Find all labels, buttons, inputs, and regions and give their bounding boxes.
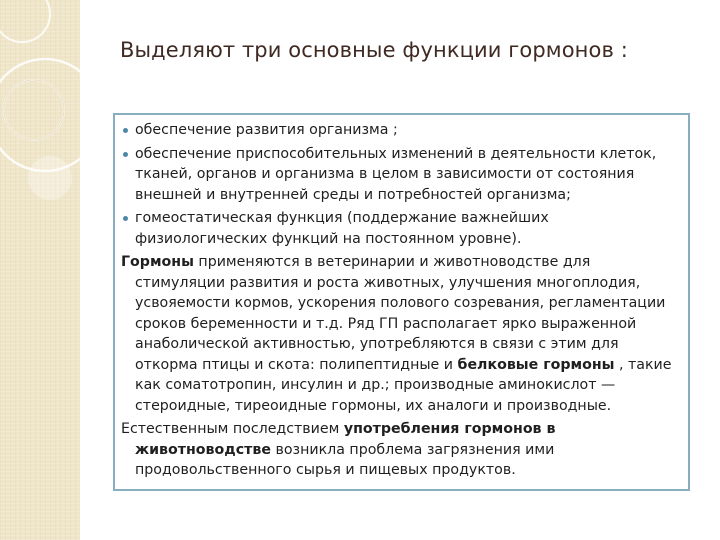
paragraph-consequence [121,419,682,481]
bullet-item: обеспечение развития организма ; [121,120,682,141]
content-box [113,113,690,491]
paragraph-hormones-usage [121,252,682,416]
paragraph-text: возникла проблема загрязнения ими продовольственного сырья и пищевых продуктов. [135,441,555,478]
paragraph-text: , такие как соматотропин, инсулин и др.; производные аминокислот — стероидные, тиреоидные гормоны, их аналоги и производные. [135,356,672,414]
paragraph-text: Естественным последствием [121,421,344,437]
bullet-item: гомеостатическая функция (поддержание важнейших физиологических функций на постоянном уровне). [121,208,682,249]
bullet-item: обеспечение приспособительных изменений в деятельности клеток, тканей, органов и организма в целом в зависимости от состояния внешней и внутренней среды и потребностей организма; [121,144,682,206]
bold-term: Гормоны [121,254,194,270]
bold-term: белковые гормоны [457,356,615,373]
paragraph-text: применяются в ветеринарии и животноводстве для стимуляции развития и роста животных, улучшения многоплодия, усвояемости кормов, ускорения полового созревания, регламентации сроков беременности и т.д. Ряд ГП располагает ярко выраженной анаболической активностью, употребляются в связи с этим для откорма птицы и скота: полипептидные и [135,254,666,373]
bold-term: употребления гормонов в животноводстве [135,421,556,458]
slide-title: Выделяют три основные функции гормонов : [120,38,628,62]
decorative-rings [0,0,130,540]
